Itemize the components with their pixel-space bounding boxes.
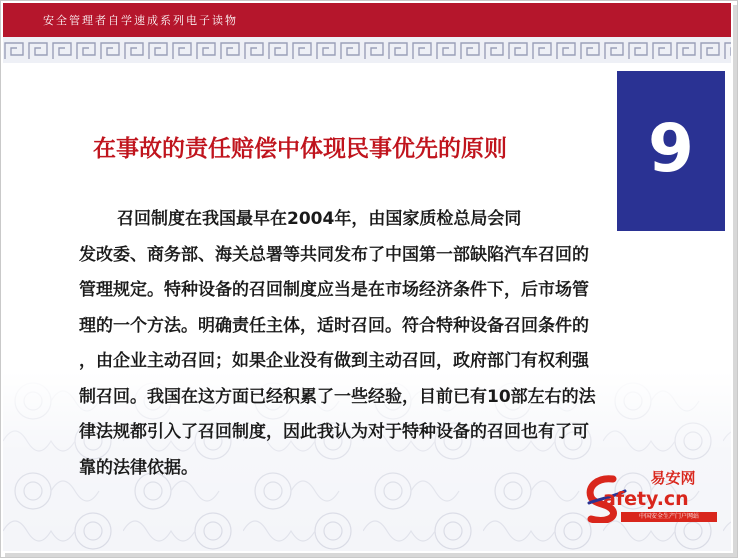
body-line: 律法规都引入了召回制度，因此我认为对于特种设备的召回也有了可 — [79, 422, 589, 442]
fret-border — [3, 37, 731, 63]
series-label: 安全管理者自学速成系列电子读物 — [43, 14, 238, 27]
body-line: 制召回。我国在这方面已经积累了一些经验，目前已有10部左右的法 — [79, 386, 596, 407]
section-number: 9 — [648, 110, 694, 187]
body-line: 召回制度在我国最早在2004年，由国家质检总局会同 — [117, 209, 522, 229]
slide-shadow-right — [733, 5, 737, 557]
logo-name-en: afety.cn — [603, 488, 689, 510]
body-line: 管理规定。特种设备的召回制度应当是在市场经济条件下，后市场管 — [79, 280, 589, 300]
body-line: 理的一个方法。明确责任主体，适时召回。符合特种设备召回条件的 — [79, 315, 589, 336]
logo-name-cn: 易安网 — [650, 469, 696, 487]
body-line: ，由企业主动召回；如果企业没有做到主动召回，政府部门有权利强 — [79, 351, 589, 371]
header-band — [3, 3, 731, 37]
logo-tagline: 中国安全生产门户网站 — [621, 512, 717, 522]
body-line: 发改委、商务部、海关总署等共同发布了中国第一部缺陷汽车召回的 — [79, 244, 589, 265]
site-logo — [583, 469, 723, 529]
body-line: 靠的法律依据。 — [79, 457, 198, 478]
body-text — [79, 202, 699, 486]
section-title: 在事故的责任赔偿中体现民事优先的原则 — [93, 136, 507, 162]
slide-shadow-bottom — [5, 553, 737, 557]
